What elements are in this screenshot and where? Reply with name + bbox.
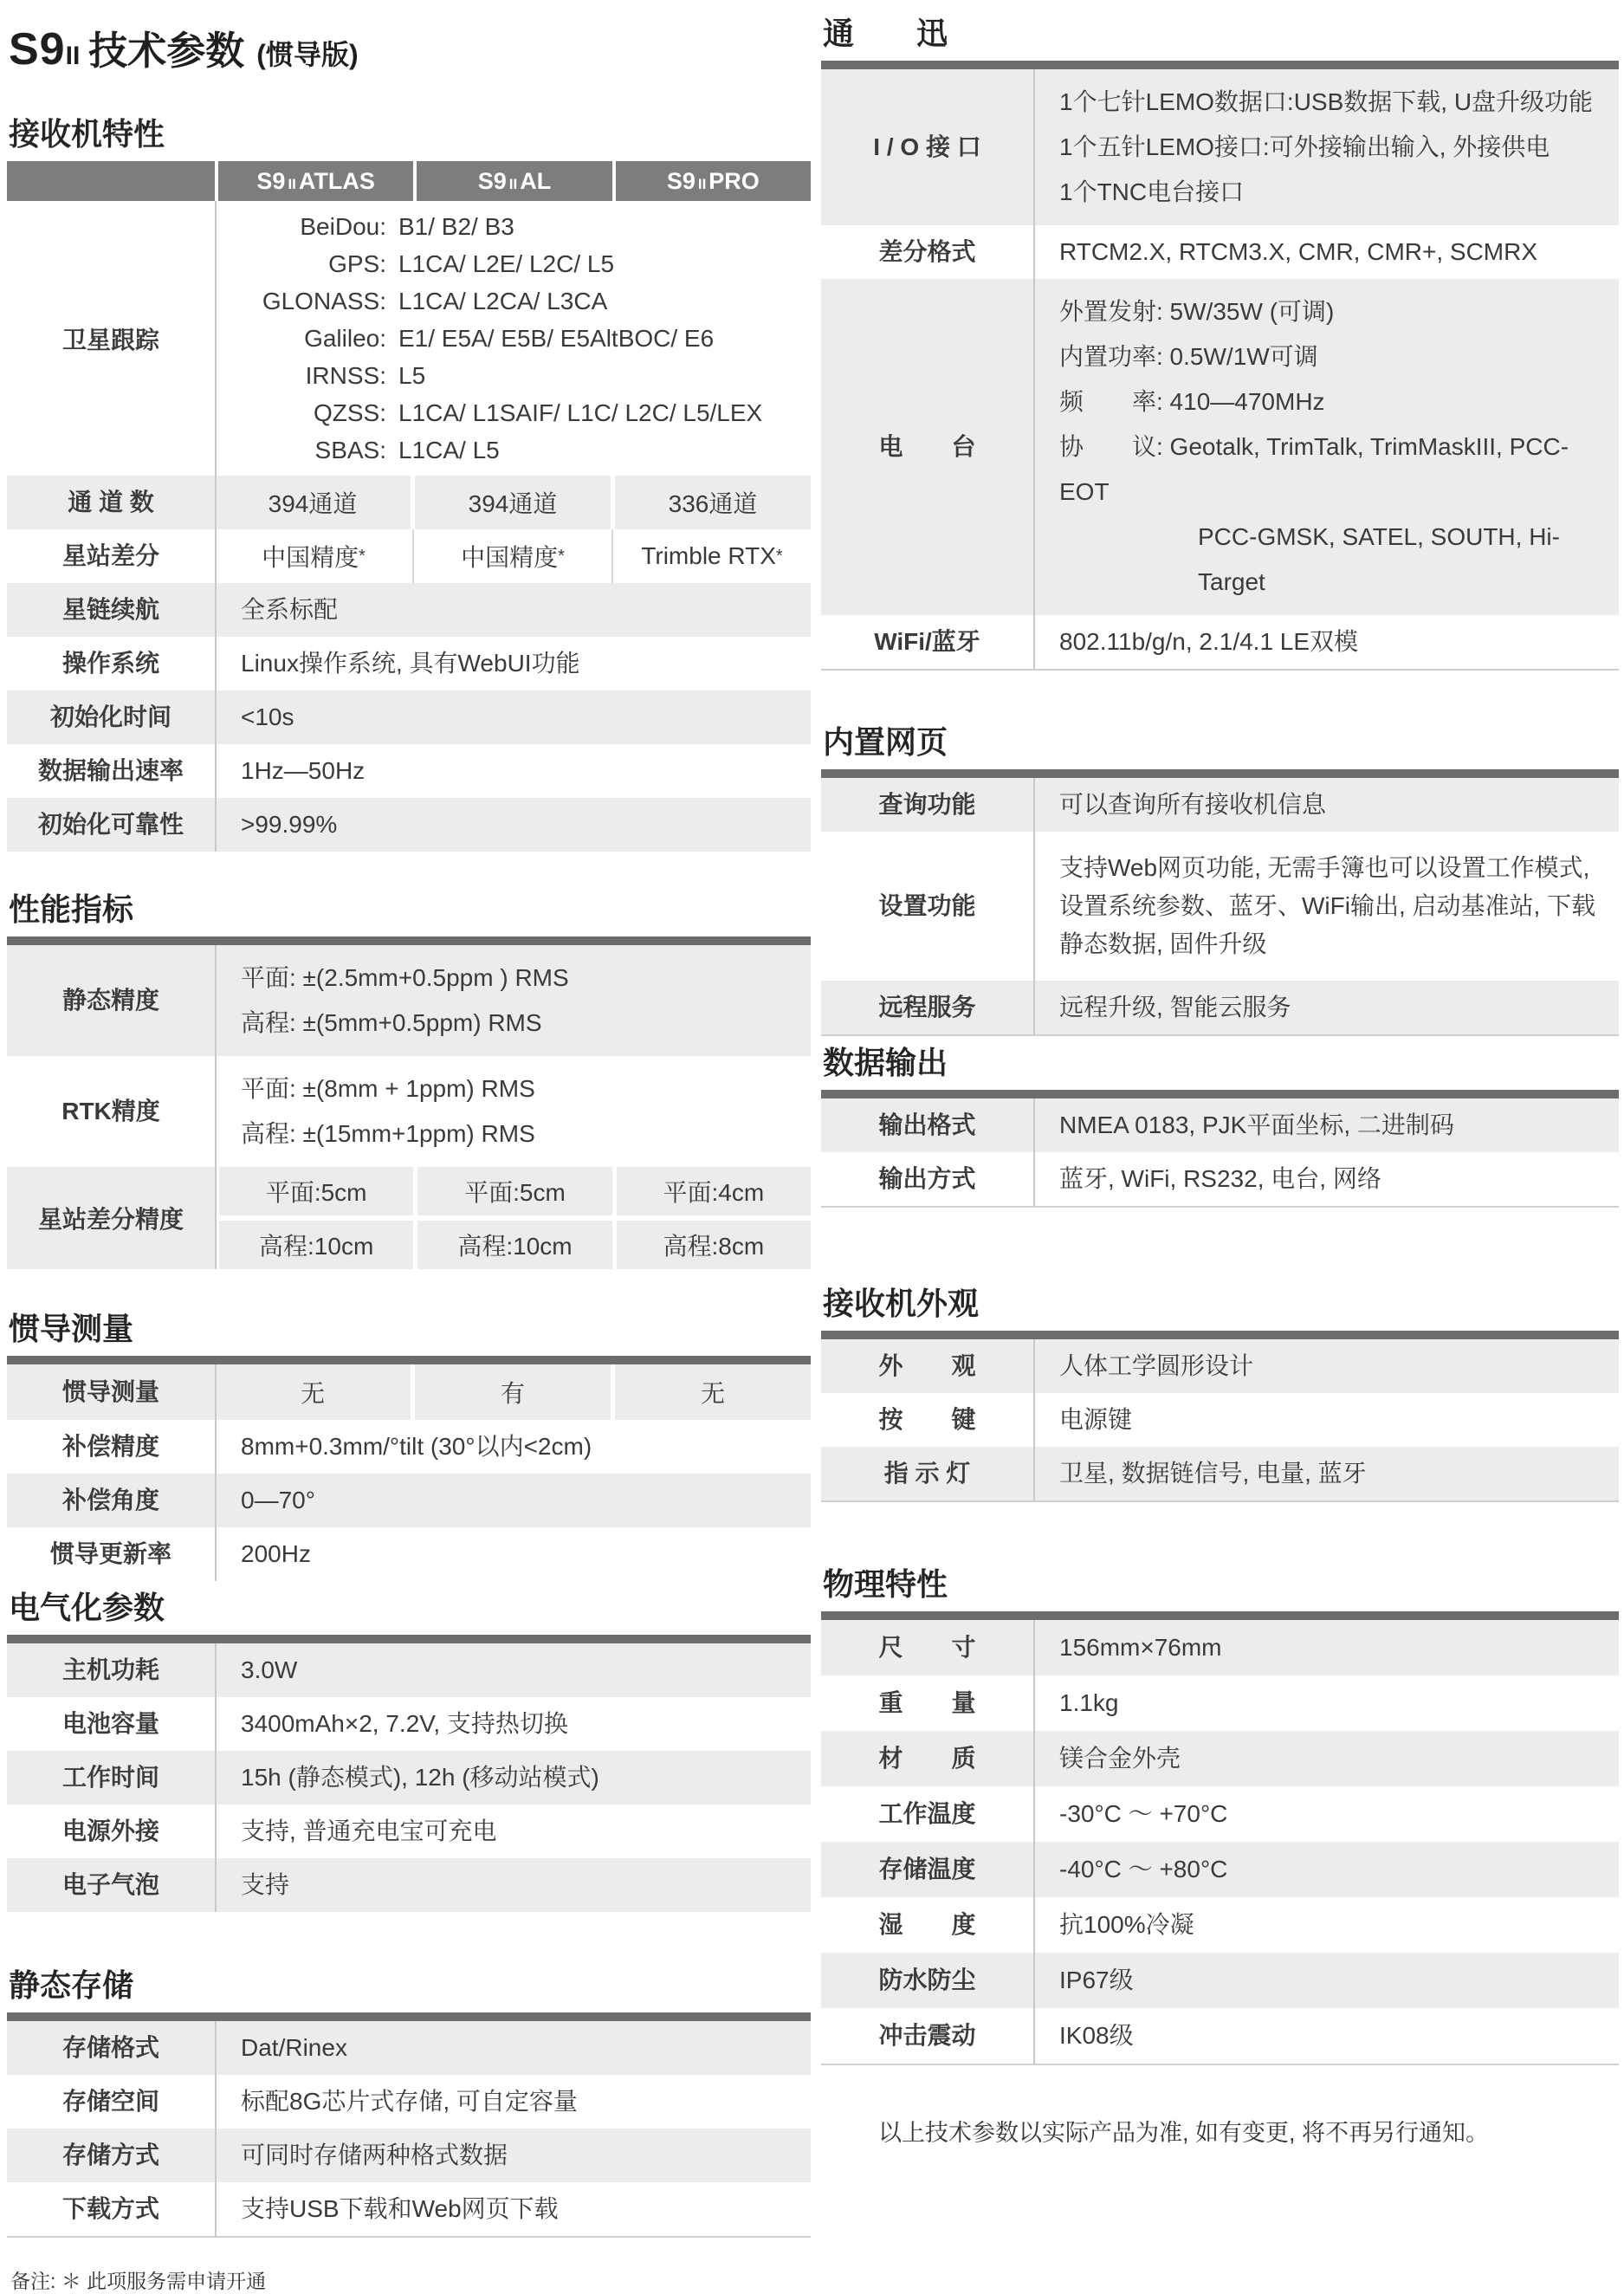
page-title-suffix: (惯导版) (256, 39, 359, 70)
rtk-accuracy-row (7, 1056, 811, 1167)
section-bar (821, 61, 1619, 69)
row-label: 存储格式 (61, 2034, 159, 2061)
table-divider (215, 201, 217, 852)
row-label: 差分格式 (878, 238, 976, 265)
section-bar (821, 1331, 1619, 1339)
satdiff-value: Trimble RTX (641, 542, 776, 569)
row-value: -40°C ～ +80°C (1059, 1856, 1228, 1883)
accuracy-col-al (417, 1167, 611, 1269)
row-value: 镁合金外壳 (1059, 1745, 1181, 1772)
row-value: 支持USB下载和Web网页下载 (241, 2195, 559, 2222)
row-label: 惯导更新率 (49, 1540, 171, 1567)
row-value: Dat/Rinex (241, 2034, 347, 2061)
page-title (9, 19, 811, 73)
table-row (7, 2182, 811, 2236)
row-label: 补偿角度 (61, 1487, 159, 1513)
radio-line: 内置功率: 0.5W/1W可调 (1059, 343, 1318, 370)
row-label: 外 观 (878, 1352, 976, 1379)
model-header-atlas (218, 161, 413, 201)
table-row (821, 1393, 1619, 1447)
section-bar (821, 769, 1619, 778)
row-value (215, 1056, 811, 1167)
row-label: 存储方式 (61, 2142, 159, 2168)
height-accuracy: 高程: ±(5mm+0.5ppm) RMS (241, 1009, 542, 1036)
section-heading-electrical: 电气化参数 (9, 1590, 165, 1625)
signals: B1/ B2/ B3 (398, 213, 514, 240)
row-value: 电源键 (1059, 1406, 1133, 1433)
satellite-line (215, 357, 811, 394)
signals: L5 (398, 362, 426, 389)
table-row (7, 798, 811, 852)
section-heading-appearance: 接收机外观 (823, 1286, 980, 1321)
row-label: 惯导测量 (61, 1378, 159, 1405)
accuracy-col-pro (617, 1167, 811, 1269)
row-value (1033, 279, 1619, 615)
appearance-table (821, 1331, 1619, 1502)
section-bar (821, 1090, 1619, 1098)
row-label: 电子气泡 (61, 1871, 159, 1898)
row-label: I / O 接 口 (873, 133, 981, 160)
left-column (7, 16, 811, 2292)
table-row (7, 2021, 811, 2075)
satellite-line (215, 394, 811, 431)
satdiff-accuracy-row (7, 1167, 811, 1269)
ins-table (7, 1356, 811, 1581)
product-name-sub: II (65, 42, 81, 70)
row-label: 设置功能 (878, 892, 976, 919)
satellite-line (215, 431, 811, 469)
electrical-table (7, 1635, 811, 1912)
row-label: 初始化时间 (49, 703, 171, 730)
row-value: -30°C ～ +70°C (1059, 1800, 1228, 1827)
table-row (821, 2008, 1619, 2064)
signals: L1CA/ L2CA/ L3CA (398, 288, 608, 314)
table-divider (1033, 1339, 1035, 1500)
satellite-diff-row (7, 529, 811, 583)
right-column (821, 16, 1619, 2247)
radio-line: 协 议: Geotalk, TrimTalk, TrimMaskIII, PCC-EOT (1059, 433, 1569, 505)
ins-atlas: 无 (300, 1380, 325, 1407)
section-bar (7, 1635, 811, 1643)
constellation: GPS: (328, 250, 386, 277)
row-label: WiFi/蓝牙 (874, 628, 980, 655)
storage-table (7, 2012, 811, 2238)
table-row (7, 744, 811, 798)
model-header-blank (7, 161, 215, 201)
section-heading-performance: 性能指标 (9, 891, 134, 927)
section-bar (7, 1356, 811, 1364)
radio-row (821, 279, 1619, 615)
row-value: 蓝牙, WiFi, RS232, 电台, 网络 (1059, 1165, 1381, 1192)
height-accuracy: 高程: ±(15mm+1ppm) RMS (241, 1120, 535, 1147)
row-value: 1.1kg (1059, 1689, 1119, 1716)
plane-accuracy: 平面:5cm (219, 1167, 413, 1215)
row-value: 人体工学圆形设计 (1059, 1352, 1254, 1379)
row-label: 数据输出速率 (37, 757, 184, 784)
row-value: 支持 (241, 1871, 290, 1898)
row-value: <10s (241, 703, 294, 730)
radio-line-continuation: PCC-GMSK, SATEL, SOUTH, Hi-Target (1198, 523, 1560, 595)
row-value: 可同时存储两种格式数据 (241, 2142, 508, 2168)
satdiff-value: 中国精度 (262, 544, 359, 571)
section-heading-output: 数据输出 (823, 1045, 948, 1080)
table-row (821, 1731, 1619, 1786)
model-pre: S9 (477, 167, 507, 194)
satdiff-accuracy-cells (215, 1167, 811, 1269)
row-value: 卫星, 数据链信号, 电量, 蓝牙 (1059, 1460, 1367, 1487)
table-divider (1033, 1098, 1035, 1206)
signals: L1CA/ L1SAIF/ L1C/ L2C/ L5/LEX (398, 399, 763, 426)
signals: L1CA/ L2E/ L2C/ L5 (398, 250, 615, 277)
satellite-line (215, 208, 811, 245)
table-row (821, 1953, 1619, 2008)
table-row (7, 1474, 811, 1527)
table-row (7, 637, 811, 690)
row-value: 3.0W (241, 1656, 298, 1683)
receiver-table (7, 161, 811, 852)
model-header-al (417, 161, 611, 201)
row-label: 卫星跟踪 (61, 326, 159, 353)
section-heading-receiver: 接收机特性 (9, 116, 165, 152)
plane-accuracy: 平面:5cm (417, 1167, 611, 1215)
table-row (7, 2075, 811, 2129)
row-label: 星站差分 (61, 542, 159, 569)
signals: L1CA/ L5 (398, 437, 500, 463)
table-row (821, 1339, 1619, 1393)
table-row (821, 1675, 1619, 1731)
plane-accuracy: 平面:4cm (617, 1167, 811, 1215)
physical-table (821, 1611, 1619, 2065)
row-value: 1Hz—50Hz (241, 757, 366, 784)
table-divider (1033, 1620, 1035, 2064)
row-value: 0—70° (241, 1487, 315, 1513)
row-value: RTCM2.X, RTCM3.X, CMR, CMR+, SCMRX (1059, 238, 1538, 265)
row-value: 3400mAh×2, 7.2V, 支持热切换 (241, 1710, 568, 1737)
model-name: PRO (708, 167, 760, 194)
channels-pro: 336通道 (611, 476, 811, 529)
model-sub: II (697, 176, 707, 192)
row-value: 15h (静态模式), 12h (移动站模式) (241, 1764, 599, 1791)
web-table (821, 769, 1619, 1036)
wifi-bt-row (821, 615, 1619, 669)
static-accuracy-row (7, 945, 811, 1056)
performance-table (7, 936, 811, 1269)
table-divider (215, 945, 217, 1269)
table-row (7, 1805, 811, 1858)
constellation: SBAS: (314, 437, 386, 463)
table-divider (1033, 69, 1035, 669)
row-value (215, 945, 811, 1056)
section-heading-ins: 惯导测量 (9, 1311, 134, 1346)
section-heading-web: 内置网页 (823, 724, 948, 760)
section-bar (821, 1611, 1619, 1620)
row-label: 输出格式 (878, 1111, 976, 1138)
satdiff-al: 中国精度 * (412, 529, 611, 583)
ins-availability-row (7, 1364, 811, 1420)
section-bar (7, 2012, 811, 2021)
row-label: 电源外接 (61, 1818, 159, 1844)
radio-line: 频 率: 410—470MHz (1059, 388, 1325, 415)
page-title-text: 技术参数 (88, 29, 245, 73)
table-row (7, 1751, 811, 1805)
model-pre: S9 (666, 167, 696, 194)
row-label: 补偿精度 (61, 1433, 159, 1460)
table-row (821, 1786, 1619, 1842)
table-row (821, 1842, 1619, 1897)
table-row (821, 1620, 1619, 1675)
product-name: S9 (9, 24, 66, 75)
row-label: 初始化可靠性 (37, 811, 184, 838)
row-value: 8mm+0.3mm/°tilt (30°以内<2cm) (241, 1433, 592, 1460)
height-accuracy: 高程:10cm (219, 1221, 413, 1269)
table-row (821, 1098, 1619, 1152)
row-label: 冲击震动 (878, 2022, 976, 2049)
table-divider (1033, 778, 1035, 1034)
constellation: QZSS: (313, 399, 386, 426)
disclaimer: 以上技术参数以实际产品为准, 如有变更, 将不再另行通知。 (878, 2120, 1490, 2146)
row-label: 湿 度 (878, 1911, 976, 1938)
table-row (7, 2129, 811, 2182)
section-bar (7, 936, 811, 945)
io-ports-row (821, 69, 1619, 225)
row-label: 按 键 (878, 1406, 976, 1433)
row-value: 200Hz (241, 1540, 311, 1567)
satellite-line (215, 245, 811, 282)
row-label: 重 量 (878, 1689, 976, 1716)
table-row (7, 1527, 811, 1581)
model-name: ATLAS (298, 167, 375, 194)
table-divider (215, 2021, 217, 2236)
radio-line: 外置发射: 5W/35W (可调) (1059, 298, 1335, 325)
signals: E1/ E5A/ E5B/ E5AltBOC/ E6 (398, 325, 715, 352)
table-row (7, 690, 811, 744)
row-label: 查询功能 (878, 791, 976, 818)
channels-row (7, 476, 811, 529)
row-value: 802.11b/g/n, 2.1/4.1 LE双模 (1059, 628, 1359, 655)
row-label: 工作温度 (878, 1800, 976, 1827)
table-row (821, 1447, 1619, 1500)
table-row (7, 1420, 811, 1474)
row-label: 通 道 数 (68, 489, 154, 515)
row-label: 星链续航 (61, 596, 159, 623)
row-value: >99.99% (241, 811, 338, 838)
plane-accuracy: 平面: ±(2.5mm+0.5ppm ) RMS (241, 964, 569, 991)
satellite-tracking-row (7, 201, 811, 476)
constellation: BeiDou: (300, 213, 386, 240)
row-label: 存储温度 (878, 1856, 976, 1883)
model-header-pro (616, 161, 811, 201)
row-label: 存储空间 (61, 2088, 159, 2115)
row-label: 电 台 (878, 433, 976, 460)
row-label: 下载方式 (61, 2195, 159, 2222)
satdiff-atlas: 中国精度 * (215, 529, 412, 583)
height-accuracy: 高程:8cm (617, 1221, 811, 1269)
row-label: 输出方式 (878, 1165, 976, 1192)
satellite-lines (215, 201, 811, 476)
model-name: AL (520, 167, 552, 194)
table-row (821, 832, 1619, 981)
row-value (1033, 69, 1619, 225)
row-label: 材 质 (878, 1745, 976, 1772)
row-label: 指 示 灯 (883, 1460, 971, 1487)
table-row (821, 778, 1619, 832)
section-heading-storage: 静态存储 (9, 1967, 134, 2003)
satdiff-pro: Trimble RTX * (611, 529, 811, 583)
ins-pro: 无 (611, 1364, 811, 1420)
diff-format-row (821, 225, 1619, 279)
row-label: 静态精度 (61, 987, 159, 1014)
io-line: 1个七针LEMO数据口:USB数据下载, U盘升级功能 (1059, 88, 1594, 115)
io-line: 1个TNC电台接口 (1059, 178, 1245, 205)
row-label: 工作时间 (61, 1764, 159, 1791)
table-divider (215, 1643, 217, 1912)
channels-al: 394通道 (411, 476, 611, 529)
table-row (821, 1152, 1619, 1206)
row-label: 尺 寸 (878, 1634, 976, 1661)
plane-accuracy: 平面: ±(8mm + 1ppm) RMS (241, 1075, 535, 1102)
row-label: 防水防尘 (878, 1967, 976, 1993)
row-value: 抗100%冷凝 (1059, 1911, 1194, 1938)
accuracy-col-atlas (219, 1167, 413, 1269)
model-sub: II (508, 176, 518, 192)
constellation: GLONASS: (262, 288, 386, 314)
row-value: 远程升级, 智能云服务 (1059, 994, 1291, 1021)
row-label: 电池容量 (61, 1710, 159, 1737)
satdiff-value: 中国精度 (461, 544, 559, 571)
output-table (821, 1090, 1619, 1208)
comm-table (821, 61, 1619, 671)
row-label: 主机功耗 (61, 1656, 159, 1683)
row-value: 156mm×76mm (1059, 1634, 1222, 1661)
row-label: 星站差分精度 (7, 1167, 215, 1269)
row-label: 操作系统 (61, 650, 159, 677)
table-row (7, 1643, 811, 1697)
ins-al: 有 (411, 1364, 611, 1420)
model-header-row (7, 161, 811, 201)
row-value: 全系标配 (241, 596, 339, 623)
table-row (821, 1897, 1619, 1953)
model-pre: S9 (256, 167, 286, 194)
table-row (7, 1858, 811, 1912)
constellation: Galileo: (304, 325, 386, 352)
section-heading-physical: 物理特性 (823, 1566, 948, 1602)
section-heading-comm: 通 迅 (823, 16, 948, 51)
table-row (7, 583, 811, 637)
row-value: 支持Web网页功能, 无需手簿也可以设置工作模式, 设置系统参数、蓝牙、WiFi输出, 启动基准站, 下载静态数据, 固件升级 (1059, 854, 1596, 957)
row-value: NMEA 0183, PJK平面坐标, 二进制码 (1059, 1111, 1454, 1138)
satellite-line (215, 320, 811, 357)
table-row (7, 1697, 811, 1751)
satellite-line (215, 282, 811, 320)
constellation: IRNSS: (305, 362, 386, 389)
row-value: Linux操作系统, 具有WebUI功能 (241, 650, 580, 677)
row-value: IK08级 (1059, 2022, 1134, 2049)
row-value: 可以查询所有接收机信息 (1059, 791, 1327, 818)
height-accuracy: 高程:10cm (417, 1221, 611, 1269)
row-value: IP67级 (1059, 1967, 1134, 1993)
model-sub: II (288, 176, 296, 192)
io-line: 1个五针LEMO接口:可外接输出输入, 外接供电 (1059, 133, 1550, 160)
row-label: 远程服务 (878, 994, 976, 1021)
row-value: 标配8G芯片式存储, 可自定容量 (241, 2088, 578, 2115)
row-label: RTK精度 (61, 1098, 160, 1124)
channels-atlas: 394通道 (268, 490, 358, 517)
footnote: 备注: ＊ 此项服务需申请开通 (10, 2270, 267, 2292)
table-divider (215, 1364, 217, 1581)
table-row (821, 981, 1619, 1034)
row-value: 支持, 普通充电宝可充电 (241, 1818, 497, 1844)
